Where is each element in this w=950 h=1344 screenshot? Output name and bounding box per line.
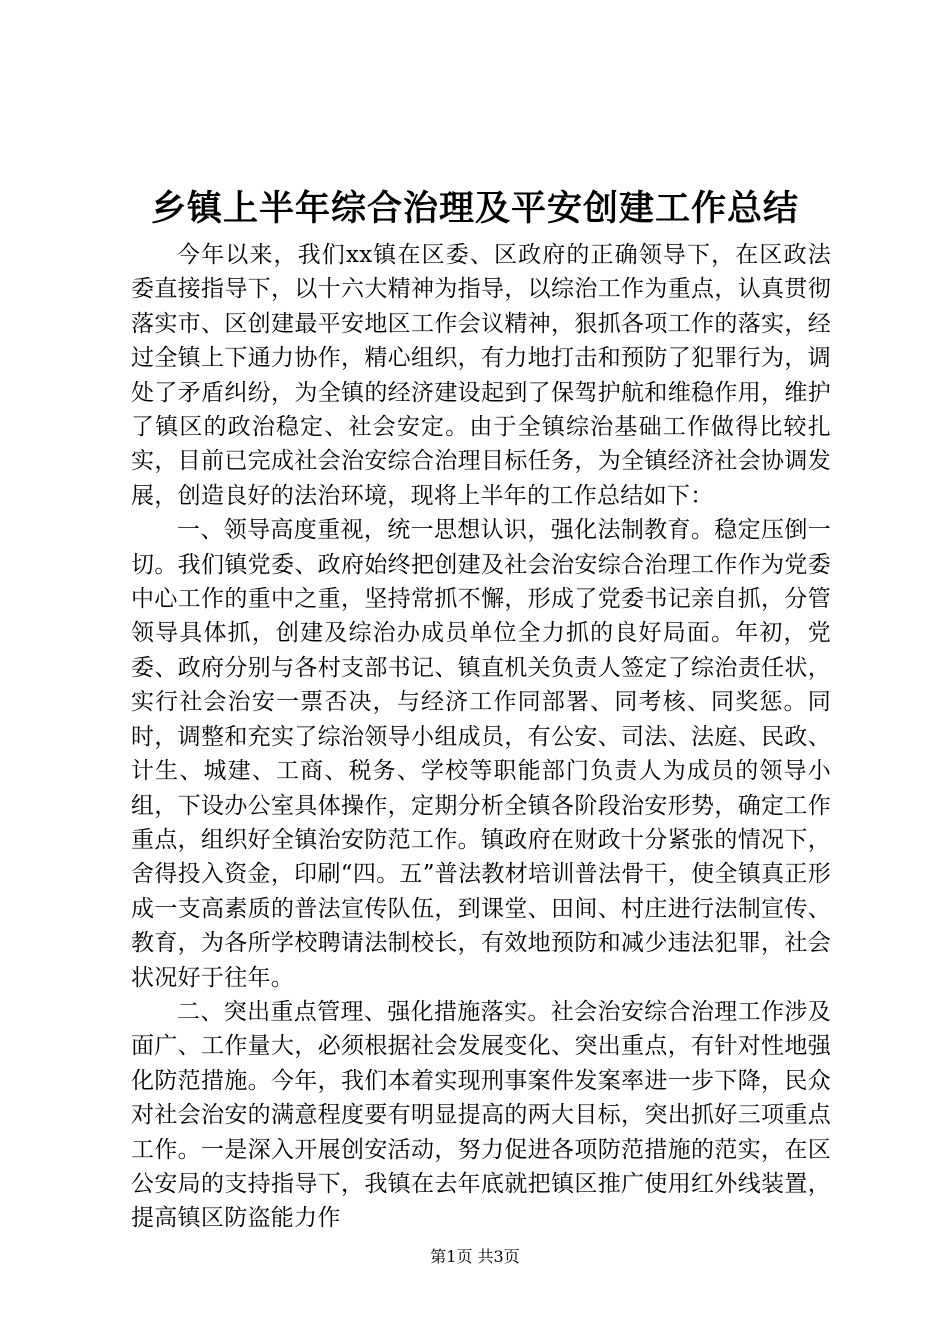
paragraph-section-2: 二、突出重点管理、强化措施落实。社会治安综合治理工作涉及面广、工作量大，必须根据社会发展变化、突出重点，有针对性地强化防范措施。今年，我们本着实现刑事案件发案率进一步下降，民众对社会治安的满意程度要有明显提高的两大目标，突出抓好三项重点工作。一是深入开展创安活动，努力促进各项防范措施的范实，在区公安局的支持指导下，我镇在去年底就把镇区推广使用红外线装置，提高镇区防盗能力作: [131, 998, 831, 1232]
paragraph-intro: 今年以来，我们xx镇在区委、区政府的正确领导下，在区政法委直接指导下，以十六大精神为指导，以综治工作为重点，认真贯彻落实市、区创建最平安地区工作会议精神，狠抓各项工作的落实，经过全镇上下通力协作，精心组织，有力地打击和预防了犯罪行为，调处了矛盾纠纷，为全镇的经济建设起到了保驾护航和维稳作用，维护了镇区的政治稳定、社会安定。由于全镇综治基础工作做得比较扎实，目前已完成社会治安综合治理目标任务，为全镇经济社会协调发展，创造良好的法治环境，现将上半年的工作总结如下：: [131, 242, 831, 509]
document-title: 乡镇上半年综合治理及平安创建工作总结: [150, 188, 799, 229]
page-number-footer: 第1页 共3页: [430, 1247, 520, 1266]
document-body: [131, 238, 831, 1236]
paragraph-section-1: 一、领导高度重视，统一思想认识，强化法制教育。稳定压倒一切。我们镇党委、政府始终把创建及社会治安综合治理工作作为党委中心工作的重中之重，坚持常抓不懈，形成了党委书记亲自抓，分管领导具体抓，创建及综治办成员单位全力抓的良好局面。年初，党委、政府分别与各村支部书记、镇直机关负责人签定了综治责任状，实行社会治安一票否决，与经济工作同部署、同考核、同奖惩。同时，调整和充实了综治领导小组成员，有公安、司法、法庭、民政、计生、城建、工商、税务、学校等职能部门负责人为成员的领导小组，下设办公室具体操作，定期分析全镇各阶段治安形势，确定工作重点，组织好全镇治安防范工作。镇政府在财政十分紧张的情况下，舍得投入资金，印刷“四。五”普法教材培训普法骨干，使全镇真正形成一支高素质的普法宣传队伍，到课堂、田间、村庄进行法制宣传、教育，为各所学校聘请法制校长，有效地预防和减少违法犯罪，社会状况好于往年。: [131, 517, 831, 991]
